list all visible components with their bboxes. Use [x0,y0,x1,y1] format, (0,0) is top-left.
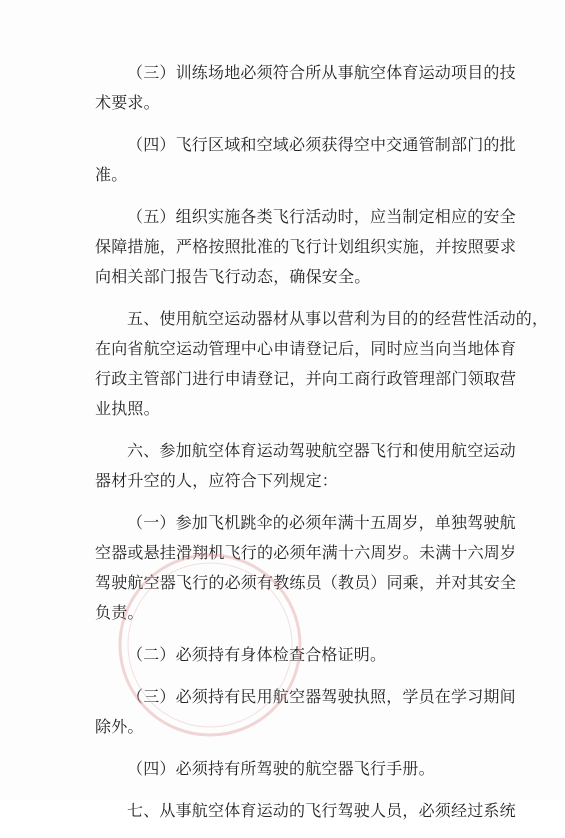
text-line: 除外。 [95,717,144,736]
text-line: 空器或悬挂滑翔机飞行的必须年满十六周岁。未满十六周岁 [95,543,517,562]
text-line: 在向省航空运动管理中心申请登记后，同时应当向当地体育 [95,339,517,358]
document-body [95,58,549,838]
paragraph-item-3-training-site [95,58,516,118]
text-line: （一）参加飞机跳伞的必须年满十五周岁，单独驾驶航 [127,513,516,532]
text-line: （五）组织实施各类飞行活动时，应当制定相应的安全 [127,207,516,226]
paragraph-sub-1-age [95,508,517,628]
text-line: 业执照。 [95,399,160,418]
text-line: 负责。 [95,603,144,622]
text-line: （二）必须持有身体检查合格证明。 [127,645,387,664]
text-line: 器材升空的人，应符合下列规定： [95,471,339,490]
text-line: （四）飞行区域和空域必须获得空中交通管制部门的批 [127,135,516,154]
text-line: 术要求。 [95,93,160,112]
paragraph-section-6-pilots [95,436,516,496]
text-line: 行政主管部门进行申请登记，并向工商行政管理部门领取营 [95,369,517,388]
paragraph-sub-4-manual [95,754,495,784]
text-line: （三）必须持有民用航空器驾驶执照，学员在学习期间 [127,687,516,706]
text-line: （四）必须持有所驾驶的航空器飞行手册。 [127,759,435,778]
text-line: 向相关部门报告飞行动态，确保安全。 [95,267,371,286]
paragraph-sub-2-health [95,640,495,670]
paragraph-section-5-business [95,304,549,424]
text-line: 七、从事航空体育运动的飞行驾驶人员，必须经过系统 [127,801,516,820]
paragraph-section-7-training [95,796,516,826]
text-line: 准。 [95,165,128,184]
paragraph-item-5-safety [95,202,517,292]
text-line: （三）训练场地必须符合所从事航空体育运动项目的技 [127,63,516,82]
paragraph-sub-3-license [95,682,516,742]
text-line: 保障措施，严格按照批准的飞行计划组织实施，并按照要求 [95,237,517,256]
paragraph-item-4-flight-area [95,130,516,190]
text-line: 驾驶航空器飞行的必须有教练员（教员）同乘，并对其安全 [95,573,517,592]
text-line: 六、参加航空体育运动驾驶航空器飞行和使用航空运动 [127,441,516,460]
text-line: 五、使用航空运动器材从事以营利为目的的经营性活动的， [127,309,549,328]
